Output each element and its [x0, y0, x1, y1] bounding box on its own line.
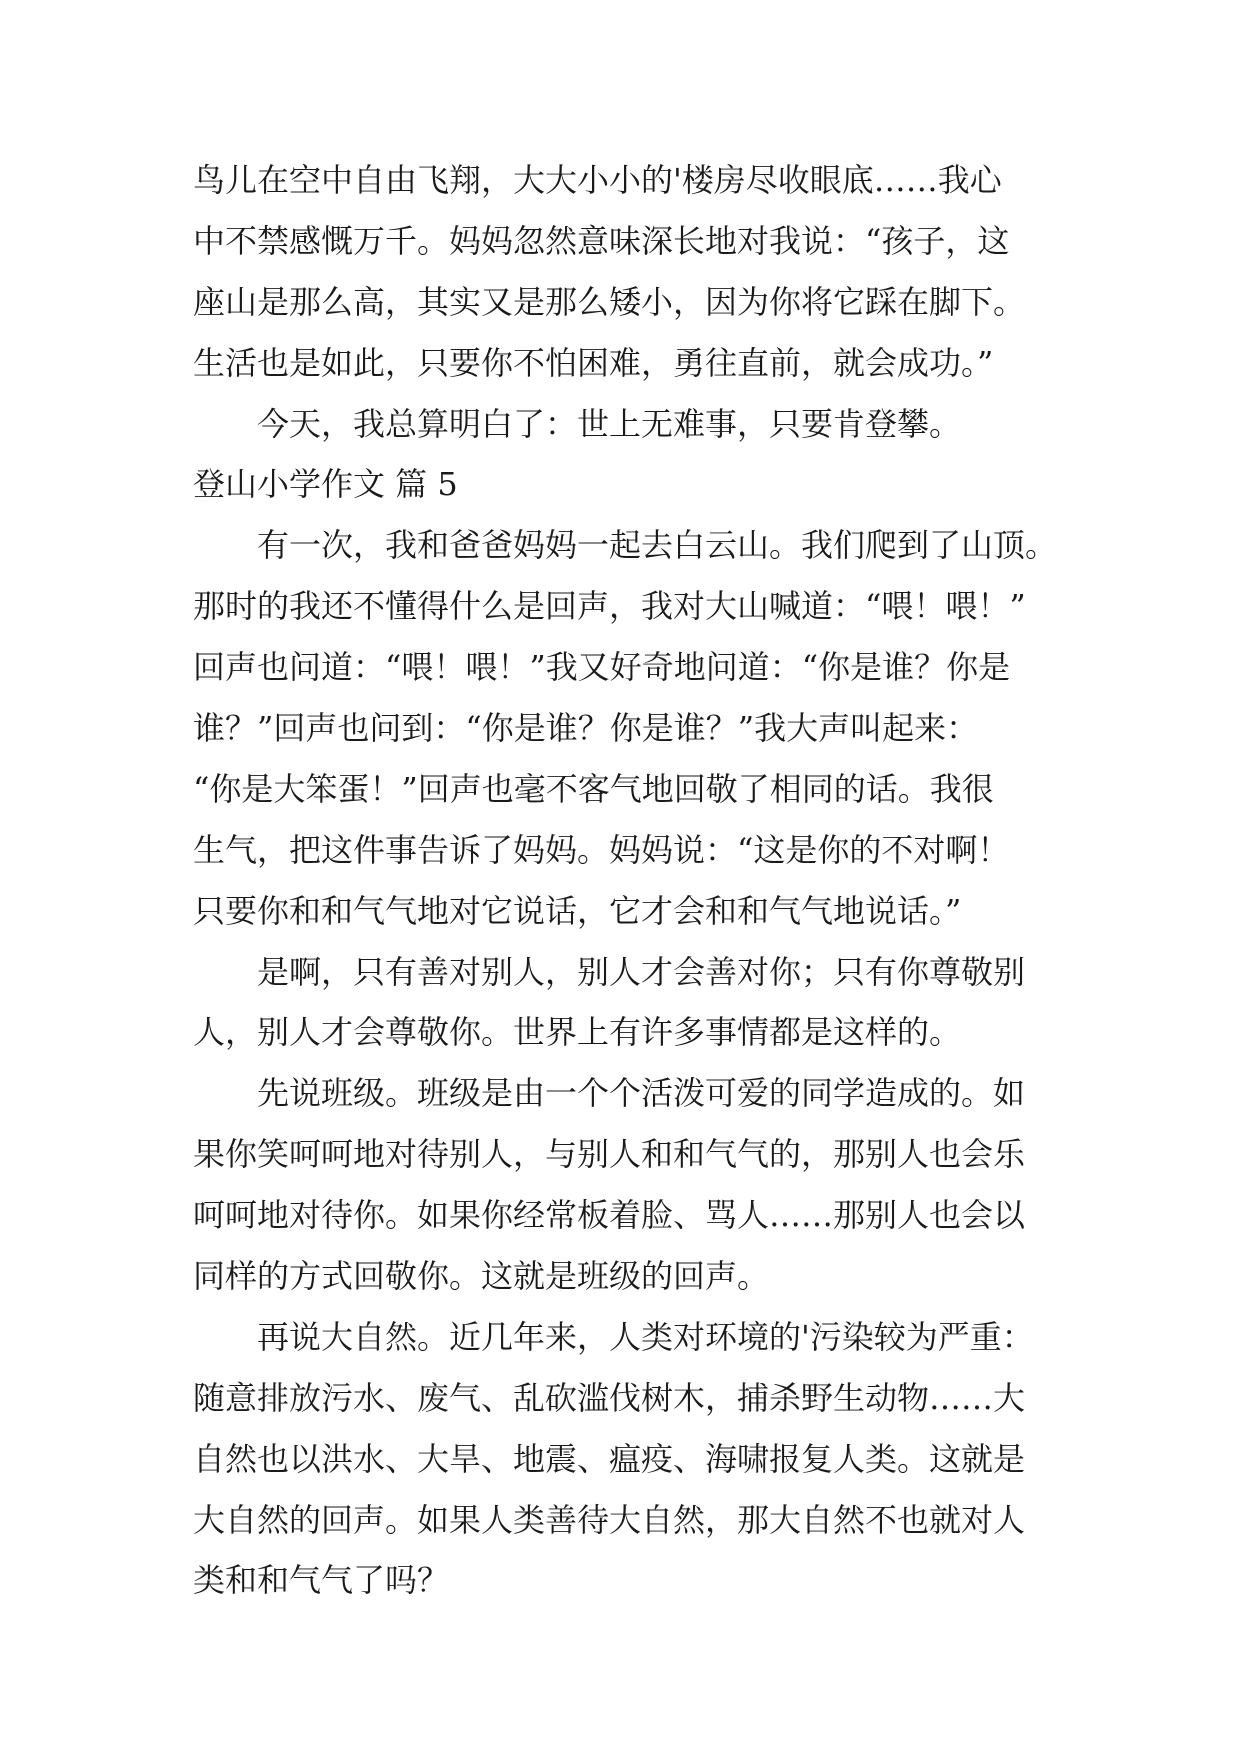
document-body [193, 150, 1073, 1611]
text-line: 那时的我还不懂得什么是回声，我对大山喊道：“喂！喂！” [193, 587, 1026, 626]
text-line: 同样的方式回敬你。这就是班级的回声。 [193, 1257, 770, 1296]
section-heading: 登山小学作文 篇 5 [193, 465, 458, 504]
text-line: 自然也以洪水、大旱、地震、瘟疫、海啸报复人类。这就是 [193, 1439, 1026, 1478]
paragraph-first-line: 是啊，只有善对别人，别人才会善对你；只有你尊敬别 [257, 952, 1026, 991]
text-line: 随意排放污水、废气、乱砍滥伐树木，捕杀野生动物……大 [193, 1378, 1026, 1417]
text-line: 鸟儿在空中自由飞翔，大大小小的'楼房尽收眼底……我心 [193, 161, 1002, 199]
text-line: 生活也是如此，只要你不怕困难，勇往直前，就会成功。” [193, 343, 994, 382]
text-line: 中不禁感慨万千。妈妈忽然意味深长地对我说：“孩子，这 [193, 221, 1010, 260]
text-line: 大自然的回声。如果人类善待大自然，那大自然不也就对人 [193, 1500, 1026, 1539]
text-line: 呵呵地对待你。如果你经常板着脸、骂人……那别人也会以 [193, 1196, 1026, 1235]
text-line: 生气，把这件事告诉了妈妈。妈妈说：“这是你的不对啊！ [193, 830, 1010, 869]
text-line: 人，别人才会尊敬你。世界上有许多事情都是这样的。 [193, 1013, 962, 1052]
paragraph-first-line: 再说大自然。近几年来，人类对环境的'污染较为严重： [257, 1317, 1034, 1356]
paragraph-first-line: 先说班级。班级是由一个个活泼可爱的同学造成的。如 [257, 1074, 1026, 1113]
text-line: 只要你和和气气地对它说话，它才会和和气气地说话。” [193, 891, 962, 930]
text-line: 回声也问道：“喂！喂！”我又好奇地问道：“你是谁？你是 [193, 648, 1011, 687]
paragraph-first-line: 有一次，我和爸爸妈妈一起去白云山。我们爬到了山顶。 [257, 526, 1058, 565]
text-line: “你是大笨蛋！”回声也毫不客气地回敬了相同的话。我很 [193, 769, 994, 808]
text-line: 座山是那么高，其实又是那么矮小，因为你将它踩在脚下。 [193, 282, 1026, 321]
paragraph-first-line: 今天，我总算明白了：世上无难事，只要肯登攀。 [257, 404, 962, 443]
text-line: 谁？”回声也问到：“你是谁？你是谁？”我大声叫起来： [193, 709, 979, 748]
text-line: 类和和气气了吗？ [193, 1561, 450, 1600]
text-line: 果你笑呵呵地对待别人，与别人和和气气的，那别人也会乐 [193, 1135, 1026, 1174]
